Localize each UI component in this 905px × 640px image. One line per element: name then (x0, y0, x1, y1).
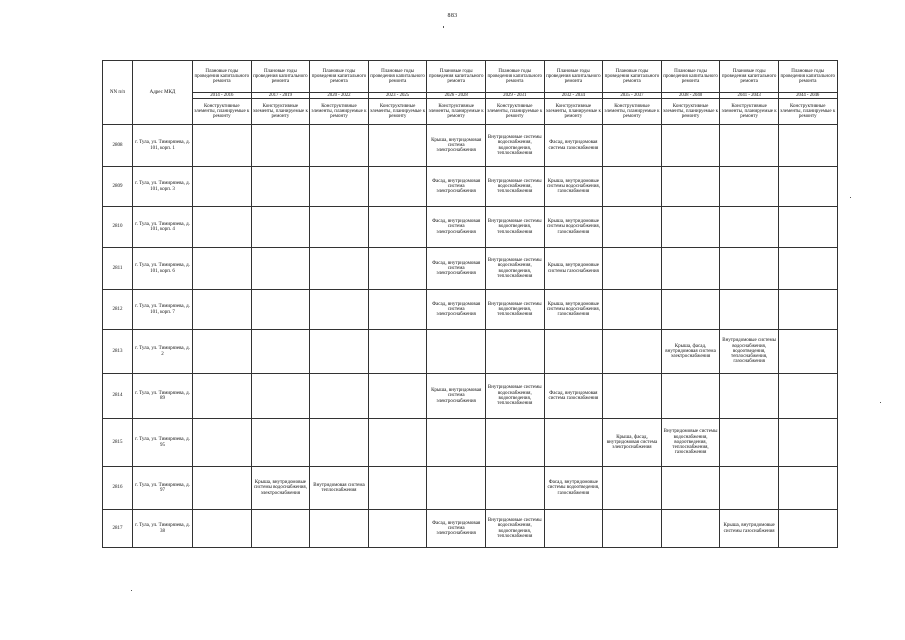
repair-elements-cell (368, 207, 427, 248)
repair-elements-cell (485, 330, 544, 374)
repair-elements-cell: Крыша, фасад, внутридомовая система электроснабжения (603, 419, 662, 467)
repair-elements-cell (193, 167, 252, 207)
repair-elements-cell (720, 419, 779, 467)
period-header: Плановые годы проведения капитального ремонта (661, 61, 720, 93)
years-header: 2029 - 2031 (485, 93, 544, 99)
repair-elements-cell (720, 290, 779, 330)
table-row (103, 330, 838, 374)
repair-elements-cell (368, 467, 427, 510)
elements-header: Конструктивные элементы, планируемые к ремонту (661, 99, 720, 125)
repair-elements-cell (310, 248, 369, 290)
repair-elements-cell (661, 290, 720, 330)
row-address: г. Тула, ул. Тимирязева, д. 101, корп. 4 (133, 207, 193, 248)
repair-elements-cell (778, 248, 837, 290)
period-header: Плановые годы проведения капитального ремонта (603, 61, 662, 93)
repair-elements-cell: Крыша, внутридомовые системы водоснабжения, газоснабжения (544, 290, 603, 330)
repair-elements-cell: Фасад, внутридомовая система газоснабжения (544, 125, 603, 167)
repair-elements-cell (661, 167, 720, 207)
repair-elements-cell (661, 467, 720, 510)
repair-elements-cell (778, 167, 837, 207)
repair-elements-cell (310, 330, 369, 374)
repair-elements-cell: Фасад, внутридомовая система электроснабжения (427, 207, 486, 248)
repair-elements-cell (661, 125, 720, 167)
elements-header: Конструктивные элементы, планируемые к ремонту (485, 99, 544, 125)
row-number: 2814 (103, 374, 133, 419)
period-header: Плановые годы проведения капитального ремонта (778, 61, 837, 93)
repair-elements-cell: Крыша, внутридомовые системы газоснабжения (544, 248, 603, 290)
repair-elements-cell (310, 374, 369, 419)
row-address: г. Тула, ул. Тимирязева, д. 101, корп. 3 (133, 167, 193, 207)
period-header: Плановые годы проведения капитального ремонта (368, 61, 427, 93)
repair-elements-cell (427, 467, 486, 510)
row-number: 2809 (103, 167, 133, 207)
repair-elements-cell (251, 167, 310, 207)
repair-elements-cell: Крыша, внутридомовые системы водоснабжения, газоснабжения (544, 167, 603, 207)
repair-elements-cell (720, 125, 779, 167)
repair-elements-cell (368, 290, 427, 330)
period-header: Плановые годы проведения капитального ремонта (427, 61, 486, 93)
repair-elements-cell (603, 510, 662, 548)
elements-header: Конструктивные элементы, планируемые к ремонту (368, 99, 427, 125)
years-header: 2035 - 2037 (603, 93, 662, 99)
table-row (103, 467, 838, 510)
table-row (103, 125, 838, 167)
repair-elements-cell (193, 510, 252, 548)
row-address: г. Тула, ул. Тимирязева, д. 95 (133, 419, 193, 467)
header-row-periods (103, 61, 838, 93)
repair-elements-cell (310, 125, 369, 167)
repair-elements-cell (603, 330, 662, 374)
repair-elements-cell (661, 248, 720, 290)
period-header: Плановые годы проведения капитального ремонта (310, 61, 369, 93)
repair-elements-cell (720, 167, 779, 207)
repair-elements-cell (427, 330, 486, 374)
repair-elements-cell (251, 510, 310, 548)
repair-elements-cell: Крыша, внутридомовые системы газоснабжения (720, 510, 779, 548)
row-number: 2811 (103, 248, 133, 290)
table-body (103, 125, 838, 548)
scan-speck (443, 26, 444, 28)
elements-header: Конструктивные элементы, планируемые к ремонту (603, 99, 662, 125)
row-number: 2812 (103, 290, 133, 330)
repair-elements-cell (310, 167, 369, 207)
repair-elements-cell (193, 467, 252, 510)
repair-elements-cell: Фасад, внутридомовая система газоснабжения (544, 374, 603, 419)
years-header: 2020 - 2022 (310, 93, 369, 99)
row-number: 2808 (103, 125, 133, 167)
repair-elements-cell: Внутридомовые системы водоснабжения, водоотведения, теплоснабжения (485, 374, 544, 419)
repair-elements-cell (778, 330, 837, 374)
years-header: 2026 - 2028 (427, 93, 486, 99)
repair-elements-cell (193, 290, 252, 330)
repair-elements-cell: Крыша, фасад, внутридомовая система электроснабжения (661, 330, 720, 374)
repair-elements-cell (778, 510, 837, 548)
num-column-header: NN п/п (103, 61, 133, 125)
repair-elements-cell (251, 330, 310, 374)
row-address: г. Тула, ул. Тимирязева, д. 101, корп. 6 (133, 248, 193, 290)
repair-elements-cell (778, 374, 837, 419)
repair-elements-cell (368, 510, 427, 548)
repair-elements-cell (193, 248, 252, 290)
table-row (103, 167, 838, 207)
years-header: 2017 - 2019 (251, 93, 310, 99)
table-row (103, 290, 838, 330)
repair-elements-cell (603, 290, 662, 330)
repair-elements-cell (193, 374, 252, 419)
repair-elements-cell (193, 419, 252, 467)
repair-elements-cell (368, 374, 427, 419)
row-address: г. Тула, ул. Тимирязева, д. 38 (133, 510, 193, 548)
repair-elements-cell: Фасад, внутридомовая система электроснабжения (427, 167, 486, 207)
scan-speck (131, 590, 132, 591)
repair-elements-cell: Внутридомовые системы водоотведения, теплоснабжения (485, 290, 544, 330)
repair-elements-cell (661, 374, 720, 419)
repair-elements-cell (603, 207, 662, 248)
row-address: г. Тула, ул. Тимирязева, д. 89 (133, 374, 193, 419)
years-header: 2032 - 2034 (544, 93, 603, 99)
row-address: г. Тула, ул. Тимирязева, д. 97 (133, 467, 193, 510)
repair-elements-cell: Крыша, внутридомовые системы водоснабжения, электроснабжения (251, 467, 310, 510)
repair-elements-cell (251, 125, 310, 167)
repair-elements-cell (368, 125, 427, 167)
elements-header: Конструктивные элементы, планируемые к ремонту (251, 99, 310, 125)
table-row (103, 419, 838, 467)
repair-elements-cell (720, 207, 779, 248)
repair-elements-cell (368, 419, 427, 467)
repair-elements-cell (193, 207, 252, 248)
repair-elements-cell (778, 419, 837, 467)
repair-elements-cell (778, 207, 837, 248)
repair-elements-cell (251, 419, 310, 467)
repair-elements-cell: Крыша, внутридомовая система электроснабжения (427, 374, 486, 419)
scan-speck (880, 402, 881, 403)
elements-header: Конструктивные элементы, планируемые к ремонту (427, 99, 486, 125)
repair-elements-cell (661, 207, 720, 248)
period-header: Плановые годы проведения капитального ремонта (251, 61, 310, 93)
repair-elements-cell (603, 125, 662, 167)
row-address: г. Тула, ул. Тимирязева, д. 101, корп. 7 (133, 290, 193, 330)
repair-elements-cell (193, 330, 252, 374)
years-header: 2044 - 2046 (778, 93, 837, 99)
repair-elements-cell: Фасад, внутридомовые системы водоотведения, газоснабжения (544, 467, 603, 510)
repair-elements-cell (720, 248, 779, 290)
repair-elements-cell (310, 207, 369, 248)
repair-elements-cell (778, 467, 837, 510)
table-row (103, 207, 838, 248)
repair-elements-cell (778, 290, 837, 330)
repair-elements-cell (193, 125, 252, 167)
table-row (103, 248, 838, 290)
elements-header: Конструктивные элементы, планируемые к ремонту (544, 99, 603, 125)
repair-elements-cell (485, 419, 544, 467)
repair-elements-cell (251, 374, 310, 419)
repair-elements-cell (368, 330, 427, 374)
repair-elements-cell: Внутридомовые системы водоотведения, теплоснабжения (485, 207, 544, 248)
period-header: Плановые годы проведения капитального ремонта (485, 61, 544, 93)
row-number: 2816 (103, 467, 133, 510)
repair-elements-cell (544, 419, 603, 467)
elements-header: Конструктивные элементы, планируемые к ремонту (193, 99, 252, 125)
repair-elements-cell (251, 207, 310, 248)
row-address: г. Тула, ул. Тимирязева, д. 2 (133, 330, 193, 374)
repair-elements-cell: Внутридомовые системы водоснабжения, водоотведения, теплоснабжения, газоснабжения (720, 330, 779, 374)
years-header: 2038 - 2040 (661, 93, 720, 99)
row-address: г. Тула, ул. Тимирязева, д. 101, корп. 1 (133, 125, 193, 167)
repair-elements-cell (427, 419, 486, 467)
repair-elements-cell: Фасад, внутридомовая система электроснабжения (427, 290, 486, 330)
table-row (103, 510, 838, 548)
repair-elements-cell (485, 467, 544, 510)
years-header: 2014 - 2016 (193, 93, 252, 99)
repair-elements-cell (720, 374, 779, 419)
row-number: 2810 (103, 207, 133, 248)
repair-elements-cell (661, 510, 720, 548)
years-header: 2023 - 2025 (368, 93, 427, 99)
repair-elements-cell (310, 419, 369, 467)
repair-elements-cell (720, 467, 779, 510)
row-number: 2817 (103, 510, 133, 548)
header-row-elements (103, 99, 838, 125)
repair-elements-cell (603, 374, 662, 419)
row-number: 2815 (103, 419, 133, 467)
repair-elements-cell: Фасад, внутридомовая система электроснабжения (427, 510, 486, 548)
repair-elements-cell: Внутридомовая система теплоснабжения (310, 467, 369, 510)
repair-elements-cell: Крыша, внутридомовые системы водоснабжения, газоснабжения (544, 207, 603, 248)
elements-header: Конструктивные элементы, планируемые к ремонту (778, 99, 837, 125)
elements-header: Конструктивные элементы, планируемые к ремонту (310, 99, 369, 125)
period-header: Плановые годы проведения капитального ремонта (544, 61, 603, 93)
repair-elements-cell (251, 248, 310, 290)
repair-elements-cell (603, 467, 662, 510)
years-header: 2041 - 2043 (720, 93, 779, 99)
scan-speck (850, 197, 851, 198)
repair-elements-cell (310, 290, 369, 330)
repair-elements-cell: Фасад, внутридомовая система электроснабжения (427, 248, 486, 290)
repair-elements-cell: Внутридомовые системы водоснабжения, водоотведения, теплоснабжения (485, 125, 544, 167)
elements-header: Конструктивные элементы, планируемые к ремонту (720, 99, 779, 125)
page-number: 883 (447, 13, 458, 19)
address-column-header: Адрес МКД (133, 61, 193, 125)
repair-elements-cell: Внутридомовые системы водоснабжения, теплоснабжения (485, 167, 544, 207)
repair-elements-cell (603, 248, 662, 290)
repair-elements-cell (368, 248, 427, 290)
repair-elements-cell: Крыша, внутридомовая система электроснабжения (427, 125, 486, 167)
repair-elements-cell (544, 510, 603, 548)
table-row (103, 374, 838, 419)
period-header: Плановые годы проведения капитального ремонта (193, 61, 252, 93)
repair-elements-cell (368, 167, 427, 207)
repair-elements-cell (778, 125, 837, 167)
repair-elements-cell: Внутридомовые системы водоснабжения, водоотведения, теплоснабжения (485, 510, 544, 548)
row-number: 2813 (103, 330, 133, 374)
repair-elements-cell (544, 330, 603, 374)
repair-elements-cell: Внутридомовые системы водоснабжения, водоотведения, теплоснабжения, газоснабжения (661, 419, 720, 467)
repair-elements-cell (251, 290, 310, 330)
repair-elements-cell: Внутридомовые системы водоснабжения, водоотведения, теплоснабжения (485, 248, 544, 290)
repair-schedule-table (102, 60, 838, 548)
repair-elements-cell (603, 167, 662, 207)
period-header: Плановые годы проведения капитального ремонта (720, 61, 779, 93)
repair-elements-cell (310, 510, 369, 548)
